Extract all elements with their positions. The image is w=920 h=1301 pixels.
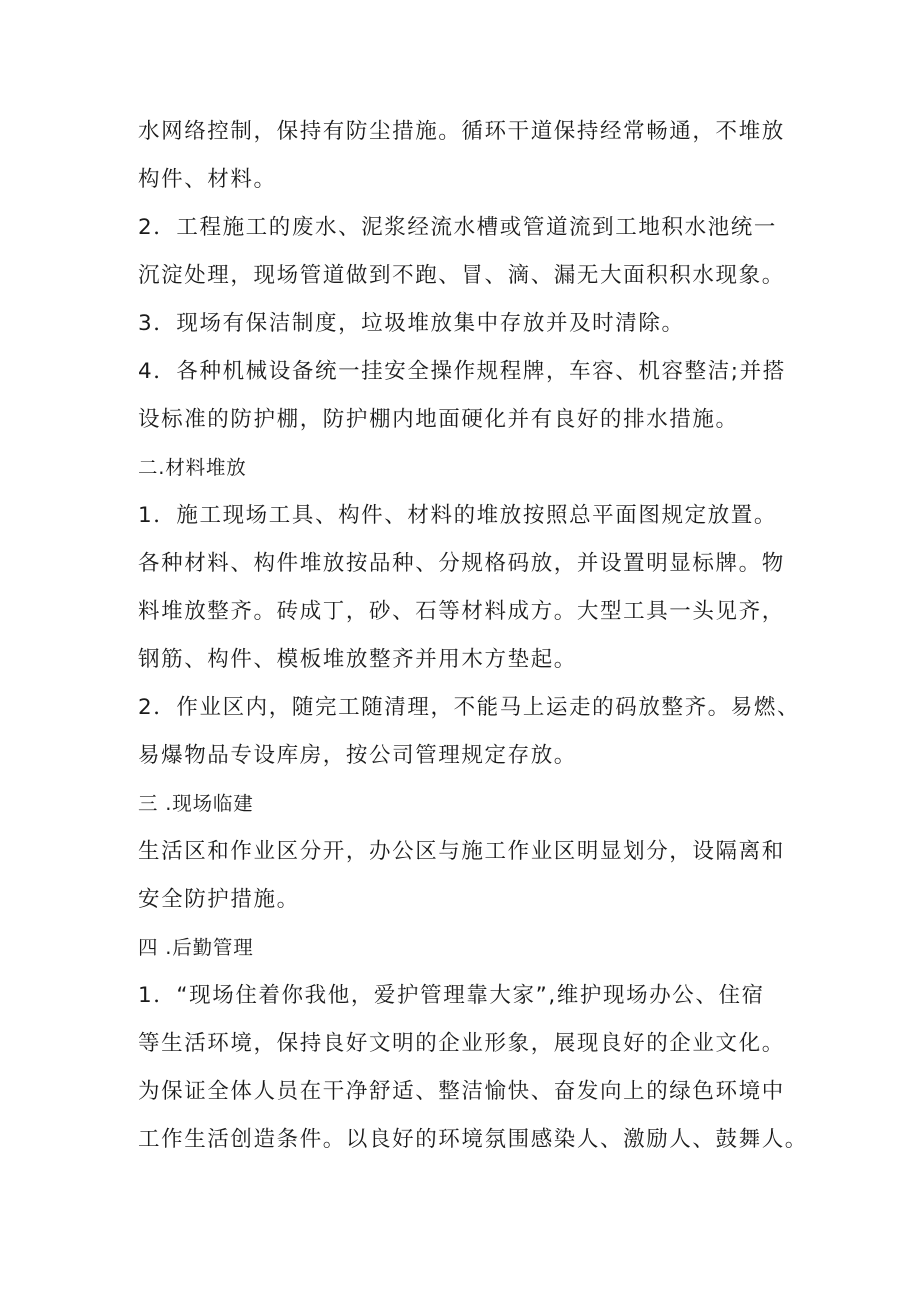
paragraph-line: 2．工程施工的废水、泥浆经流水槽或管道流到工地积水池统一 [138, 215, 777, 240]
paragraph-line: 设标准的防护棚，防护棚内地面硬化并有良好的排水措施。 [138, 407, 739, 432]
document-body [138, 108, 808, 1164]
section-heading: 四 .后勤管理 [138, 936, 254, 959]
section-heading: 三 .现场临建 [138, 792, 254, 815]
paragraph-line: 料堆放整齐。砖成丁，砂、石等材料成方。大型工具一头见齐， [138, 599, 785, 624]
paragraph-line: 水网络控制，保持有防尘措施。循环干道保持经常畅通，不堆放 [138, 119, 785, 144]
paragraph-line: 1．施工现场工具、构件、材料的堆放按照总平面图规定放置。 [138, 503, 777, 528]
paragraph-line: 为保证全体人员在干净舒适、整洁愉快、奋发向上的绿色环境中 [138, 1079, 785, 1104]
paragraph-line: 等生活环境，保持良好文明的企业形象，展现良好的企业文化。 [138, 1031, 785, 1056]
paragraph-line: 4．各种机械设备统一挂安全操作规程牌，车容、机容整洁;并搭 [138, 359, 786, 384]
paragraph-line: 工作生活创造条件。以良好的环境氛围感染人、激励人、鼓舞人。 [138, 1127, 808, 1152]
paragraph-line: 3．现场有保洁制度，垃圾堆放集中存放并及时清除。 [138, 311, 685, 336]
paragraph-line: 构件、材料。 [138, 167, 277, 192]
paragraph-line: 安全防护措施。 [138, 887, 300, 912]
paragraph-line: 易爆物品专设库房，按公司管理规定存放。 [138, 743, 577, 768]
paragraph-line: 1．“现场住着你我他，爱护管理靠大家”,维护现场办公、住宿 [138, 983, 765, 1008]
paragraph-line: 生活区和作业区分开，办公区与施工作业区明显划分，设隔离和 [138, 839, 785, 864]
paragraph-line: 2．作业区内，随完工随清理，不能马上运走的码放整齐。易燃、 [138, 695, 801, 720]
section-heading: 二.材料堆放 [138, 456, 247, 479]
paragraph-line: 钢筋、构件、模板堆放整齐并用木方垫起。 [138, 647, 577, 672]
paragraph-line: 各种材料、构件堆放按品种、分规格码放，并设置明显标牌。物 [138, 551, 785, 576]
paragraph-line: 沉淀处理，现场管道做到不跑、冒、滴、漏无大面积积水现象。 [138, 263, 785, 288]
